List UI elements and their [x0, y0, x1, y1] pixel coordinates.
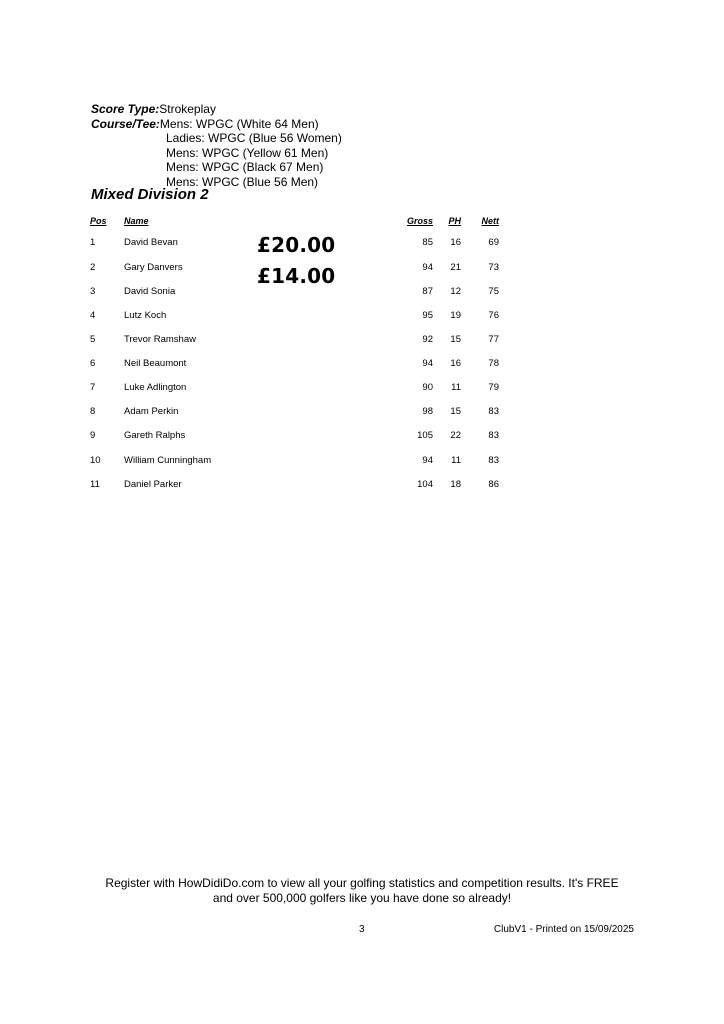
- row-name: Gary Danvers: [124, 262, 183, 273]
- column-header-pos: Pos: [90, 216, 107, 226]
- tee-item: Ladies: WPGC (Blue 56 Women): [166, 131, 342, 145]
- row-ph: 16: [450, 237, 461, 248]
- row-ph: 15: [450, 334, 461, 345]
- row-pos: 11: [90, 479, 100, 490]
- row-pos: 2: [90, 262, 96, 273]
- row-gross: 98: [422, 406, 433, 417]
- row-name: Daniel Parker: [124, 479, 182, 490]
- score-type-value: Strokeplay: [159, 102, 216, 116]
- tee-item: Mens: WPGC (Blue 56 Men): [166, 174, 319, 189]
- table-row: [0, 262, 724, 276]
- row-name: David Bevan: [124, 237, 178, 248]
- register-message: [0, 876, 724, 906]
- row-ph: 12: [450, 286, 461, 297]
- page-number: 3: [359, 924, 365, 935]
- row-ph: 11: [451, 382, 461, 393]
- row-ph: 22: [450, 430, 461, 441]
- row-name: Neil Beaumont: [124, 358, 187, 369]
- row-gross: 105: [417, 430, 433, 441]
- row-pos: 8: [90, 406, 96, 417]
- tee-item: Mens: WPGC (Yellow 61 Men): [166, 145, 329, 160]
- row-pos: 7: [90, 382, 96, 393]
- row-ph: 19: [450, 310, 461, 321]
- score-type-line: [91, 102, 342, 117]
- row-name: Adam Perkin: [124, 406, 179, 417]
- row-gross: 87: [422, 286, 433, 297]
- row-nett: 73: [488, 262, 499, 273]
- row-nett: 79: [488, 382, 499, 393]
- row-ph: 15: [450, 406, 461, 417]
- register-line: Register with HowDidiDo.com to view all your golfing statistics and competition results. It's FREE: [105, 876, 619, 890]
- row-nett: 75: [488, 286, 499, 297]
- row-gross: 94: [422, 358, 433, 369]
- column-header-ph: PH: [448, 216, 461, 226]
- row-pos: 3: [90, 286, 96, 297]
- row-name: William Cunningham: [124, 455, 212, 466]
- table-row: [0, 430, 724, 444]
- table-row: [0, 479, 724, 493]
- table-row: [0, 237, 724, 251]
- row-gross: 94: [422, 262, 433, 273]
- prize-first: £20.00: [257, 233, 336, 257]
- table-row: [0, 358, 724, 372]
- table-row: [0, 406, 724, 420]
- course-tee-line: [91, 117, 342, 132]
- row-gross: 90: [422, 382, 433, 393]
- row-nett: 86: [488, 479, 499, 490]
- row-nett: 83: [488, 430, 499, 441]
- row-gross: 85: [422, 237, 433, 248]
- row-gross: 95: [422, 310, 433, 321]
- column-header-gross: Gross: [406, 216, 433, 226]
- column-header-name: Name: [124, 216, 149, 226]
- table-row: [0, 455, 724, 469]
- row-nett: 69: [488, 237, 499, 248]
- printed-info: ClubV1 - Printed on 15/09/2025: [493, 924, 634, 935]
- row-name: Luke Adlington: [124, 382, 187, 393]
- row-pos: 4: [90, 310, 96, 321]
- register-line: and over 500,000 golfers like you have done so already!: [212, 891, 512, 905]
- row-ph: 21: [450, 262, 461, 273]
- tee-item: Mens: WPGC (Black 67 Men): [166, 160, 324, 174]
- row-nett: 83: [488, 455, 499, 466]
- table-row: [0, 310, 724, 324]
- row-name: Gareth Ralphs: [124, 430, 186, 441]
- tee-item: Mens: WPGC (White 64 Men): [159, 116, 319, 131]
- row-pos: 6: [90, 358, 96, 369]
- row-ph: 16: [450, 358, 461, 369]
- row-nett: 77: [488, 334, 499, 345]
- row-pos: 5: [90, 334, 96, 345]
- course-tee-label: Course/Tee:: [91, 116, 160, 131]
- table-row: [0, 334, 724, 348]
- row-pos: 9: [90, 430, 96, 441]
- row-nett: 76: [488, 310, 499, 321]
- division-title: Mixed Division 2: [91, 186, 209, 203]
- row-name: Lutz Koch: [124, 310, 167, 321]
- prize-second: £14.00: [257, 264, 336, 288]
- row-name: Trevor Ramshaw: [124, 334, 196, 345]
- column-header-nett: Nett: [481, 216, 499, 226]
- row-gross: 92: [422, 334, 433, 345]
- row-ph: 11: [451, 455, 461, 466]
- row-nett: 83: [488, 406, 499, 417]
- row-name: David Sonia: [124, 286, 176, 297]
- row-gross: 94: [422, 455, 433, 466]
- table-row: [0, 382, 724, 396]
- row-nett: 78: [488, 358, 499, 369]
- score-type-label: Score Type:: [91, 102, 160, 116]
- row-pos: 10: [90, 455, 101, 466]
- row-gross: 104: [417, 479, 433, 490]
- row-pos: 1: [90, 237, 96, 248]
- row-ph: 18: [450, 479, 461, 490]
- table-row: [0, 286, 724, 300]
- competition-meta: [91, 102, 342, 189]
